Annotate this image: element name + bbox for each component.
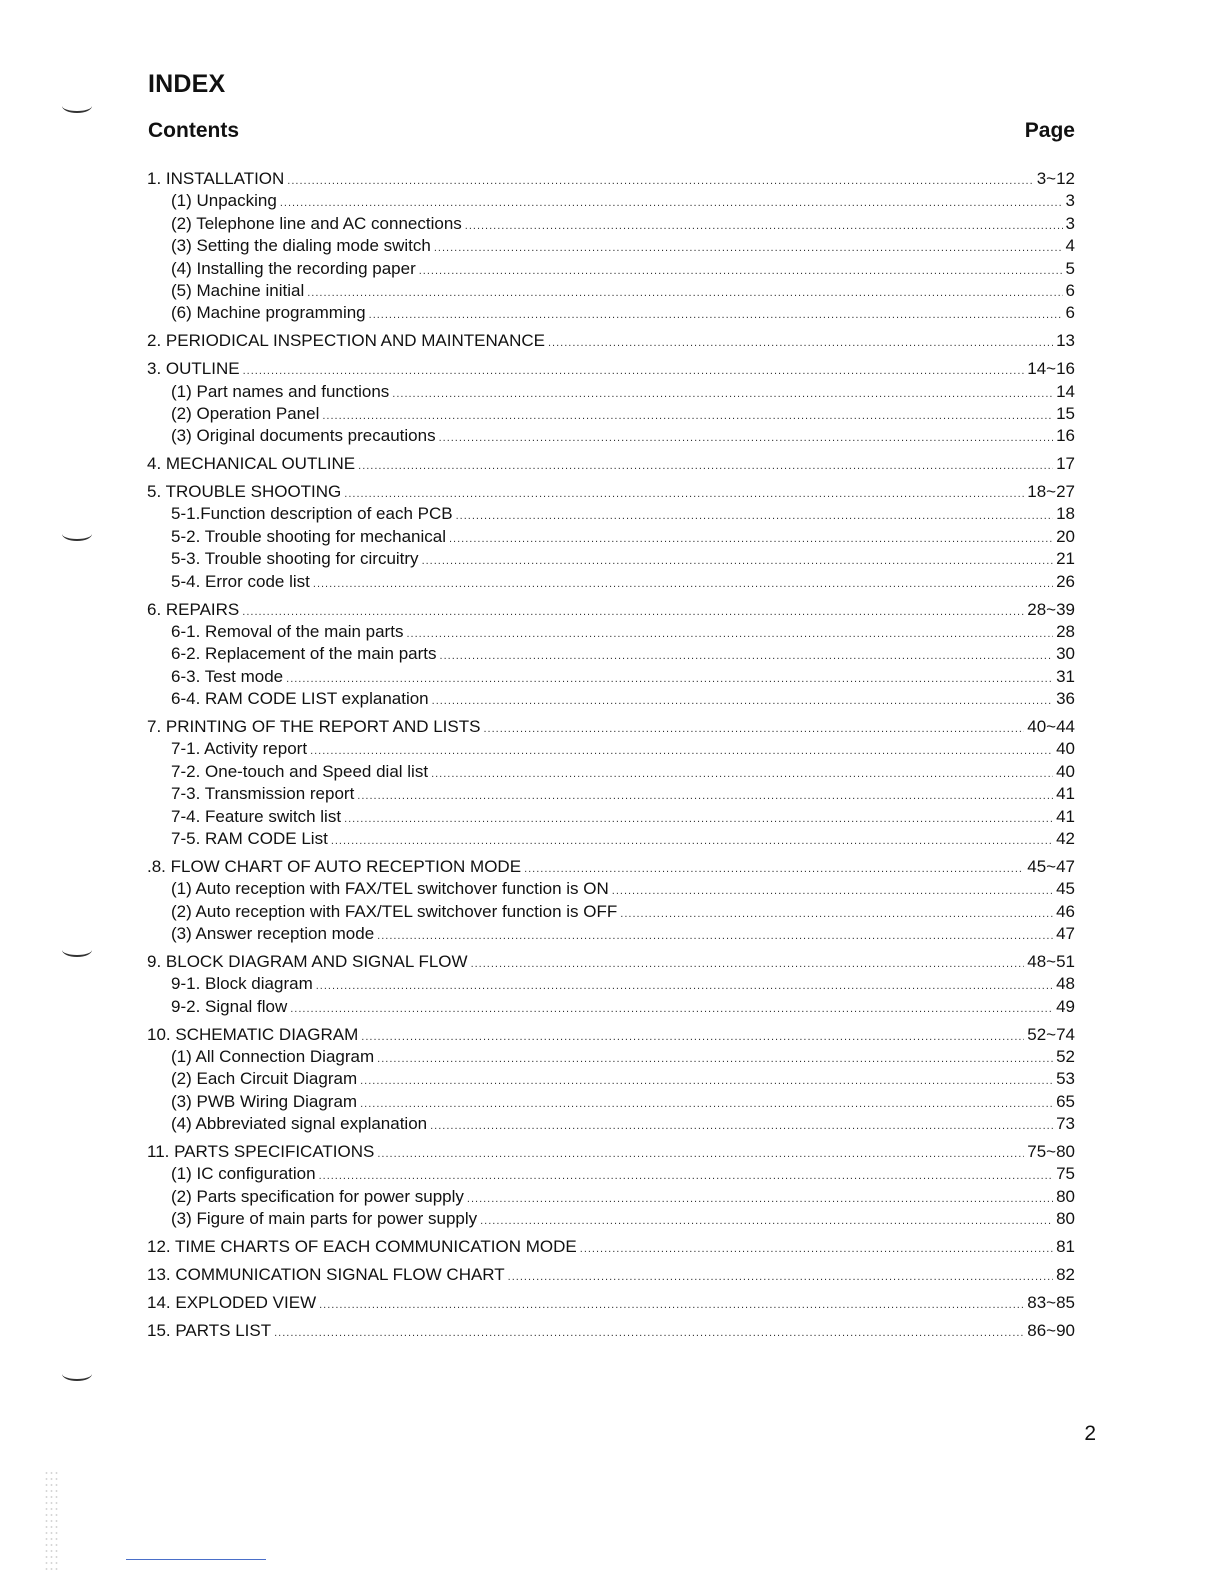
page-column-heading: Page	[1024, 119, 1075, 142]
dot-leader	[313, 573, 1053, 595]
toc-subentry[interactable]	[147, 643, 1075, 665]
toc-section	[147, 1320, 1075, 1342]
dot-leader	[357, 785, 1053, 807]
toc-subentry[interactable]	[147, 1113, 1075, 1135]
dot-leader	[331, 830, 1053, 852]
toc-entry-label: 5-3. Trouble shooting for circuitry	[171, 549, 419, 569]
toc-subentry[interactable]	[147, 783, 1075, 805]
toc-subentry[interactable]	[147, 403, 1075, 425]
toc-entry-page: 65	[1056, 1091, 1075, 1111]
toc-entry-label: 6-2. Replacement of the main parts	[171, 644, 437, 664]
dot-leader	[322, 405, 1053, 427]
dot-leader	[316, 975, 1053, 997]
dot-leader	[467, 1188, 1053, 1210]
toc-entry-label: 12. TIME CHARTS OF EACH COMMUNICATION MODE	[147, 1237, 577, 1257]
toc-entry-label: (2) Parts specification for power supply	[171, 1186, 464, 1206]
toc-section	[147, 358, 1075, 448]
dot-leader	[406, 623, 1053, 645]
toc-subentry[interactable]	[147, 761, 1075, 783]
bottom-rule	[126, 1559, 266, 1560]
toc-subentry[interactable]	[147, 1208, 1075, 1230]
toc-entry[interactable]	[147, 481, 1075, 503]
dot-leader	[456, 505, 1053, 527]
toc-entry-page: 3	[1065, 213, 1075, 233]
toc-entry-page: 80	[1056, 1209, 1075, 1229]
toc-subentry[interactable]	[147, 548, 1075, 570]
scan-speckles	[44, 1470, 58, 1570]
toc-entry-page: 75	[1056, 1164, 1075, 1184]
dot-leader	[439, 427, 1054, 449]
dot-leader	[508, 1266, 1053, 1288]
toc-entry[interactable]	[147, 716, 1075, 738]
toc-entry-page: 47	[1056, 924, 1075, 943]
toc-section	[147, 951, 1075, 1018]
dot-leader	[465, 215, 1063, 237]
toc-section	[147, 1024, 1075, 1136]
toc-entry-page: 86~90	[1027, 1320, 1075, 1340]
toc-entry-label: 7-1. Activity report	[171, 739, 308, 759]
toc-entry-page: 16	[1056, 426, 1075, 446]
toc-entry-label: 14. EXPLODED VIEW	[147, 1292, 317, 1312]
toc-entry-label: 7-2. One-touch and Speed dial list	[171, 761, 429, 781]
binding-mark	[62, 99, 92, 113]
toc-subentry[interactable]	[147, 381, 1075, 403]
toc-entry-label: 5. TROUBLE SHOOTING	[147, 482, 342, 502]
dot-leader	[242, 601, 1024, 623]
toc-entry[interactable]	[147, 951, 1075, 973]
toc-entry-page: 26	[1056, 571, 1075, 591]
toc-entry-page: 80	[1056, 1186, 1075, 1206]
dot-leader	[369, 304, 1063, 326]
toc-subentry[interactable]	[147, 1046, 1075, 1068]
toc-entry-label: 10. SCHEMATIC DIAGRAM	[147, 1024, 359, 1044]
dot-leader	[290, 998, 1053, 1020]
toc-entry-label: (2) Each Circuit Diagram	[171, 1069, 358, 1089]
toc-entry-label: 7-4. Feature switch list	[171, 806, 342, 826]
toc-subentry[interactable]	[147, 878, 1075, 900]
toc-entry-page: 49	[1056, 996, 1075, 1016]
dot-leader	[422, 550, 1054, 572]
toc-entry-label: (3) Setting the dialing mode switch	[171, 236, 431, 256]
toc-entry[interactable]	[147, 453, 1075, 475]
toc-subentry[interactable]	[147, 1163, 1075, 1185]
toc-section	[147, 1264, 1075, 1286]
toc-entry-label: (3) Original documents precautions	[171, 426, 436, 446]
toc-entry-label: (1) Auto reception with FAX/TEL switchover function is ON	[171, 879, 609, 899]
toc-section	[147, 1141, 1075, 1231]
toc-section	[147, 856, 1075, 946]
toc-entry[interactable]	[147, 1264, 1075, 1286]
toc-entry-label: (2) Operation Panel	[171, 403, 320, 423]
toc-entry-label: 9-2. Signal flow	[171, 996, 288, 1016]
toc-entry-label: 6-4. RAM CODE LIST explanation	[171, 689, 429, 709]
toc-entry-page: 40~44	[1027, 716, 1075, 736]
dot-leader	[620, 903, 1053, 925]
dot-leader	[431, 763, 1053, 785]
toc-entry[interactable]	[147, 168, 1075, 190]
contents-heading: Contents	[148, 119, 239, 142]
dot-leader	[548, 332, 1053, 354]
toc-subentry[interactable]	[147, 425, 1075, 447]
toc-entry-page: 14~16	[1027, 359, 1075, 379]
dot-leader	[377, 925, 1053, 947]
toc-entry-label: 5-4. Error code list	[171, 571, 310, 591]
dot-leader	[319, 1165, 1054, 1187]
toc-subentry[interactable]	[147, 901, 1075, 923]
toc-entry-page: 48~51	[1027, 951, 1075, 971]
toc-section	[147, 168, 1075, 325]
toc-entry-page: 73	[1056, 1114, 1075, 1134]
toc-entry-label: 6. REPAIRS	[147, 599, 240, 619]
toc-entry-page: 41	[1056, 806, 1075, 826]
toc-entry-page: 48	[1056, 974, 1075, 994]
toc-subentry[interactable]	[147, 1068, 1075, 1090]
toc-entry-label: (4) Abbreviated signal explanation	[171, 1114, 428, 1134]
toc-entry-page: 30	[1056, 644, 1075, 664]
toc-section	[147, 1236, 1075, 1258]
toc-entry-label: 7. PRINTING OF THE REPORT AND LISTS	[147, 716, 481, 736]
dot-leader	[307, 282, 1062, 304]
dot-leader	[432, 690, 1053, 712]
toc-entry-page: 41	[1056, 784, 1075, 804]
dot-leader	[243, 360, 1025, 382]
toc-subentry[interactable]	[147, 235, 1075, 257]
page-title: INDEX	[148, 70, 226, 98]
toc-entry-page: 18	[1056, 504, 1075, 524]
toc-entry-label: (1) IC configuration	[171, 1164, 316, 1184]
toc-entry-label: 11. PARTS SPECIFICATIONS	[147, 1142, 375, 1162]
dot-leader	[483, 718, 1024, 740]
toc-subentry[interactable]	[147, 923, 1075, 945]
toc-entry-label: 13. COMMUNICATION SIGNAL FLOW CHART	[147, 1264, 505, 1284]
toc-entry-label: (4) Installing the recording paper	[171, 258, 416, 278]
toc-subentry[interactable]	[147, 1091, 1075, 1113]
toc-entry-page: 45	[1056, 879, 1075, 899]
dot-leader	[612, 880, 1053, 902]
dot-leader	[280, 192, 1063, 214]
toc-entry-label: (3) Answer reception mode	[171, 924, 375, 943]
toc-entry-page: 28	[1056, 621, 1075, 641]
toc-entry-page: 46	[1056, 901, 1075, 921]
toc-entry-page: 42	[1056, 828, 1075, 848]
toc-section	[147, 716, 1075, 850]
dot-leader	[319, 1294, 1024, 1316]
toc-entry-label: 15. PARTS LIST	[147, 1320, 272, 1340]
toc-entry-page: 17	[1056, 454, 1075, 474]
toc-entry-page: 13	[1056, 331, 1075, 351]
dot-leader	[286, 668, 1053, 690]
dot-leader	[361, 1026, 1024, 1048]
toc-entry-label: (2) Auto reception with FAX/TEL switchover function is OFF	[171, 901, 618, 921]
toc-subentry[interactable]	[147, 280, 1075, 302]
toc-entry-page: 14	[1056, 381, 1075, 401]
toc-subentry[interactable]	[147, 738, 1075, 760]
toc-entry-page: 3~12	[1036, 169, 1075, 188]
toc-entry-page: 53	[1056, 1069, 1075, 1089]
toc-entry[interactable]	[147, 1292, 1075, 1314]
binding-mark	[62, 527, 92, 541]
toc-entry-label: (3) PWB Wiring Diagram	[171, 1091, 358, 1111]
toc-entry-page: 45~47	[1027, 856, 1075, 876]
toc-entry-page: 4	[1065, 236, 1075, 256]
dot-leader	[434, 237, 1063, 259]
toc-entry-label: (1) Part names and functions	[171, 381, 390, 401]
toc-section	[147, 599, 1075, 711]
toc-entry[interactable]	[147, 599, 1075, 621]
dot-leader	[344, 808, 1053, 830]
dot-leader	[430, 1115, 1053, 1137]
toc-entry-page: 40	[1056, 761, 1075, 781]
toc-entry-label: 9. BLOCK DIAGRAM AND SIGNAL FLOW	[147, 951, 468, 971]
dot-leader	[274, 1322, 1024, 1344]
toc-entry[interactable]	[147, 1141, 1075, 1163]
binding-mark	[62, 1367, 92, 1381]
dot-leader	[358, 455, 1053, 477]
dot-leader	[360, 1093, 1053, 1115]
dot-leader	[392, 383, 1053, 405]
toc-entry-page: 6	[1065, 303, 1075, 323]
toc-entry-page: 36	[1056, 689, 1075, 709]
toc-entry-page: 20	[1056, 526, 1075, 546]
toc-section	[147, 453, 1075, 475]
table-of-contents	[147, 168, 1075, 1348]
toc-subentry[interactable]	[147, 996, 1075, 1018]
toc-entry-page: 5	[1065, 258, 1075, 278]
toc-entry-label: (6) Machine programming	[171, 303, 366, 323]
toc-subentry[interactable]	[147, 302, 1075, 324]
toc-entry-label: (1) All Connection Diagram	[171, 1046, 375, 1066]
dot-leader	[377, 1143, 1024, 1165]
toc-entry-page: 3	[1065, 191, 1075, 211]
toc-entry-page: 21	[1056, 549, 1075, 569]
toc-entry[interactable]	[147, 1236, 1075, 1258]
toc-entry-label: .8. FLOW CHART OF AUTO RECEPTION MODE	[147, 856, 522, 876]
dot-leader	[449, 528, 1053, 550]
dot-leader	[419, 260, 1063, 282]
dot-leader	[310, 740, 1053, 762]
toc-entry-label: 6-3. Test mode	[171, 666, 284, 686]
toc-entry-page: 18~27	[1027, 482, 1075, 502]
toc-subentry[interactable]	[147, 213, 1075, 235]
toc-entry-page: 82	[1056, 1264, 1075, 1284]
toc-subentry[interactable]	[147, 621, 1075, 643]
toc-section	[147, 1292, 1075, 1314]
toc-entry-label: 3. OUTLINE	[147, 359, 240, 379]
toc-entry-label: 9-1. Block diagram	[171, 974, 313, 994]
toc-entry-label: 5-1.Function description of each PCB	[171, 504, 453, 524]
dot-leader	[440, 645, 1054, 667]
toc-subentry[interactable]	[147, 806, 1075, 828]
toc-entry[interactable]	[147, 856, 1075, 878]
dot-leader	[360, 1070, 1053, 1092]
toc-subentry[interactable]	[147, 258, 1075, 280]
toc-section	[147, 330, 1075, 352]
dot-leader	[377, 1048, 1053, 1070]
toc-entry-label: (3) Figure of main parts for power supply	[171, 1209, 478, 1229]
toc-entry-page: 15	[1056, 403, 1075, 423]
toc-entry-page: 52	[1056, 1046, 1075, 1066]
toc-subentry[interactable]	[147, 571, 1075, 593]
toc-subentry[interactable]	[147, 1186, 1075, 1208]
dot-leader	[287, 170, 1033, 192]
toc-entry-label: 4. MECHANICAL OUTLINE	[147, 454, 356, 474]
toc-entry-label: (5) Machine initial	[171, 280, 305, 300]
toc-subentry[interactable]	[147, 828, 1075, 850]
toc-entry-label: 1. INSTALLATION	[147, 169, 285, 188]
binding-mark	[62, 943, 92, 957]
toc-entry-page: 52~74	[1027, 1024, 1075, 1044]
dot-leader	[580, 1238, 1053, 1260]
toc-entry-label: (2) Telephone line and AC connections	[171, 213, 462, 233]
toc-subentry[interactable]	[147, 503, 1075, 525]
toc-entry-label: 7-5. RAM CODE List	[171, 828, 328, 848]
toc-entry-page: 81	[1056, 1237, 1075, 1257]
toc-entry-label: 2. PERIODICAL INSPECTION AND MAINTENANCE	[147, 331, 545, 351]
toc-section	[147, 481, 1075, 593]
toc-subentry[interactable]	[147, 688, 1075, 710]
toc-entry-page: 28~39	[1027, 599, 1075, 619]
toc-entry-page: 6	[1065, 280, 1075, 300]
toc-entry-label: (1) Unpacking	[171, 191, 277, 211]
dot-leader	[480, 1210, 1053, 1232]
toc-entry-label: 6-1. Removal of the main parts	[171, 621, 404, 641]
toc-subentry[interactable]	[147, 190, 1075, 212]
page-number: 2	[1084, 1422, 1096, 1445]
dot-leader	[344, 483, 1024, 505]
toc-entry[interactable]	[147, 1320, 1075, 1342]
toc-entry-label: 7-3. Transmission report	[171, 784, 355, 804]
toc-entry-page: 31	[1056, 666, 1075, 686]
toc-entry-page: 40	[1056, 739, 1075, 759]
toc-subentry[interactable]	[147, 973, 1075, 995]
toc-subentry[interactable]	[147, 526, 1075, 548]
toc-entry[interactable]	[147, 1024, 1075, 1046]
toc-entry[interactable]	[147, 330, 1075, 352]
toc-entry[interactable]	[147, 358, 1075, 380]
toc-entry-label: 5-2. Trouble shooting for mechanical	[171, 526, 446, 546]
dot-leader	[524, 858, 1024, 880]
toc-entry-page: 75~80	[1027, 1142, 1075, 1162]
toc-subentry[interactable]	[147, 666, 1075, 688]
toc-entry-page: 83~85	[1027, 1292, 1075, 1312]
dot-leader	[471, 953, 1025, 975]
